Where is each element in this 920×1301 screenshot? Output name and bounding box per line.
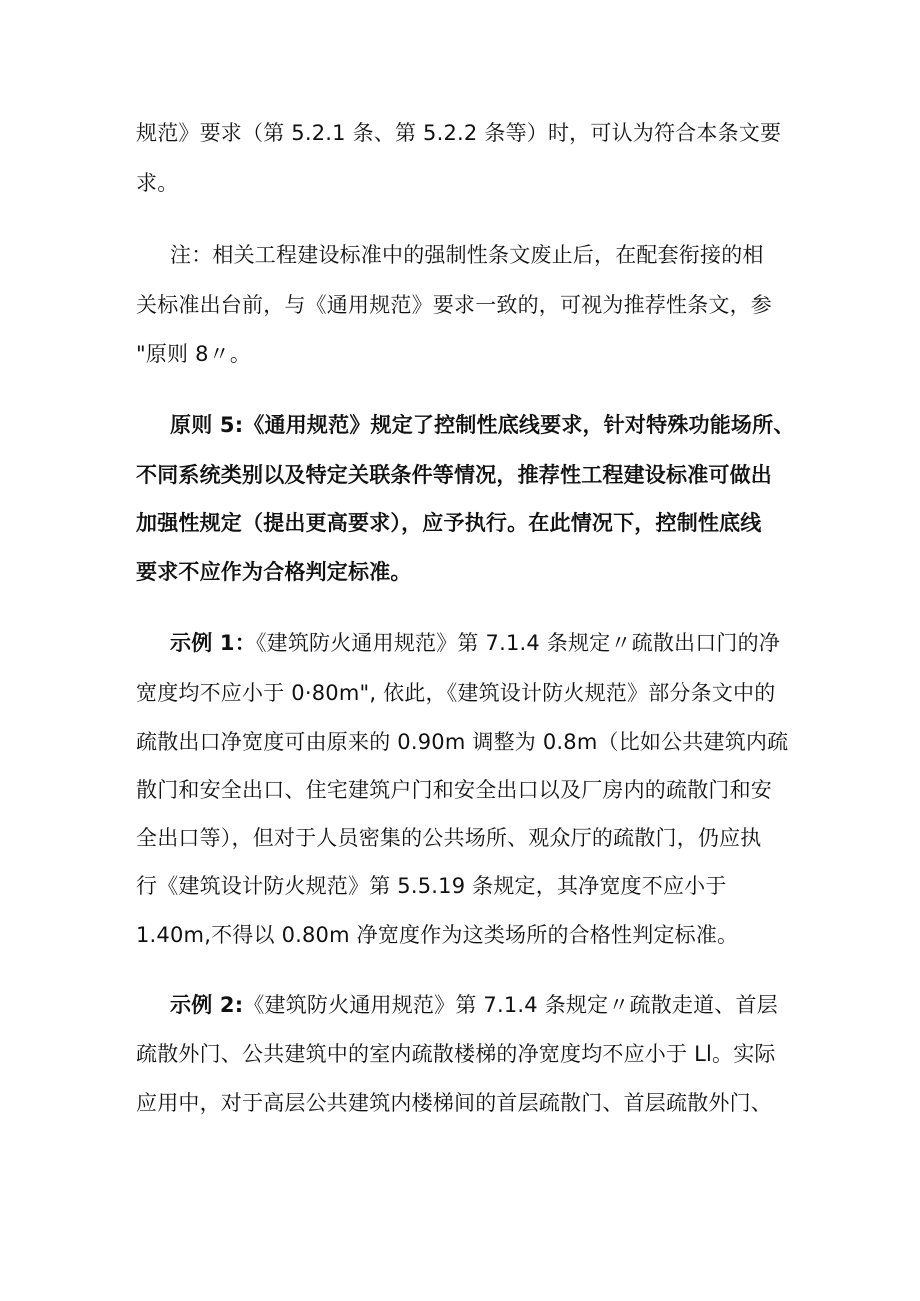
- example-2-line-3: 应用中，对于高层公共建筑内楼梯间的首层疏散门、首层疏散外门、: [136, 1091, 772, 1115]
- principle-5-line-1: 原则 5:《通用规范》规定了控制性底线要求，针对特殊功能场所、: [170, 413, 795, 437]
- example-1-line-6: 行《建筑设计防火规范》第 5.5.19 条规定，其净宽度不应小于: [136, 874, 727, 898]
- paragraph-1-line-2: 求。: [136, 171, 179, 195]
- principle-5-line-3: 加强性规定（提出更高要求），应予执行。在此情况下，控制性底线: [136, 511, 762, 535]
- example-1-line-5: 全出口等），但对于人员密集的公共场所、观众厅的疏散门，仍应执: [136, 826, 762, 850]
- example-1-line-2: 宽度均不应小于 0·80m", 依此，《建筑设计防火规范》部分条文中的: [136, 681, 776, 705]
- example-1-line-1: [170, 628, 796, 658]
- note-line-3: "原则 8〃。: [136, 342, 252, 366]
- example-1-text: 《建筑防火通用规范》第 7.1.4 条规定〃疏散出口门的净: [255, 631, 781, 655]
- note-line-2: 关标准出台前，与《通用规范》要求一致的，可视为推荐性条文，参: [136, 293, 772, 317]
- example-2-label: 示例 2:: [170, 993, 244, 1017]
- note-line-1: 注：相关工程建设标准中的强制性条文废止后，在配套衔接的相: [170, 243, 764, 267]
- example-2-text: 《建筑防火通用规范》第 7.1.4 条规定〃疏散走道、首层: [243, 993, 778, 1017]
- principle-5-line-2: 不同系统类别以及特定关联条件等情况，推荐性工程建设标准可做出: [136, 463, 772, 487]
- principle-5-line-4: 要求不应作为合格判定标准。: [136, 560, 412, 584]
- example-1-line-7: 1.40m,不得以 0.80m 净宽度作为这类场所的合格性判定标准。: [136, 923, 739, 947]
- example-1-line-3: 疏散出口净宽度可由原来的 0.90m 调整为 0.8m（比如公共建筑内疏: [136, 730, 789, 754]
- paragraph-1-line-1: 规范》要求（第 5.2.1 条、第 5.2.2 条等）时，可认为符合本条文要: [136, 121, 782, 145]
- example-1-label: 示例 1：: [170, 631, 256, 655]
- example-2-line-2: 疏散外门、公共建筑中的室内疏散楼梯的净宽度均不应小于 Ll。实际: [136, 1042, 776, 1066]
- example-1-line-4: 散门和安全出口、住宅建筑户门和安全出口以及厂房内的疏散门和安: [136, 778, 772, 802]
- example-2-line-1: [170, 990, 796, 1020]
